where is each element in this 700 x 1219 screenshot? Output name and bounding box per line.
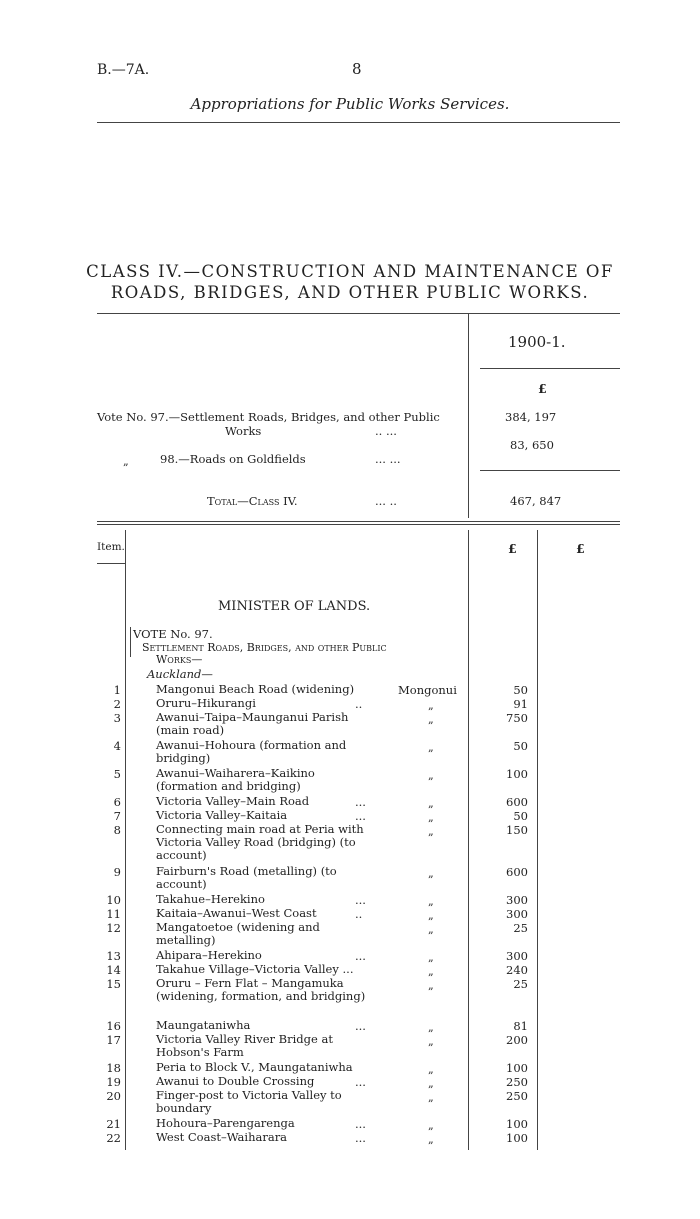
ditto-mark: „: [428, 811, 434, 824]
item-number: 15: [106, 977, 121, 991]
minister-heading: MINISTER OF LANDS.: [218, 599, 371, 614]
item-description: Takahue–Herekino: [156, 892, 265, 906]
leader-dots: ...: [355, 1117, 366, 1131]
summary-year-rule: [480, 368, 620, 369]
district-label: Mongonui: [398, 683, 457, 697]
item-description: Mangonui Beach Road (widening): [156, 682, 355, 696]
total-amount: 467, 847: [510, 494, 562, 508]
item-amount: 250: [506, 1075, 528, 1089]
item-description: Connecting main road at Peria with Victoria Valley Road (bridging) (to account): [156, 822, 364, 862]
summary-bottom-rule: [97, 521, 620, 522]
item-number: 11: [106, 907, 121, 921]
leader-dots: ...: [355, 1019, 366, 1033]
item-number: 22: [106, 1131, 121, 1145]
item-amount: 50: [513, 683, 528, 697]
item-amount: 200: [506, 1033, 528, 1047]
item-amount: 25: [513, 977, 528, 991]
amount-col1-currency: £: [508, 541, 517, 556]
vote-97-label: Vote No. 97.—Settlement Roads, Bridges, and other Public: [97, 410, 440, 424]
summary-year: 1900-1.: [508, 333, 566, 351]
ditto-mark: „: [428, 1077, 434, 1090]
vote-98-dots: ... ...: [375, 452, 401, 466]
item-description: Awanui–Taipa–Maunganui Parish (main road): [156, 710, 349, 737]
leader-dots: ...: [355, 795, 366, 809]
item-amount: 300: [506, 907, 528, 921]
vote-bracket: [130, 627, 131, 657]
ditto-mark: „: [428, 1119, 434, 1132]
item-number: 10: [106, 893, 121, 907]
item-amount: 91: [513, 697, 528, 711]
item-amount: 100: [506, 767, 528, 781]
ditto-mark: „: [428, 1021, 434, 1034]
item-description: Ahipara–Herekino: [156, 948, 262, 962]
item-number: 13: [106, 949, 121, 963]
item-number: 17: [106, 1033, 121, 1047]
class-heading-line1: CLASS IV.—CONSTRUCTION AND MAINTENANCE OF: [86, 262, 614, 281]
ditto-mark: „: [428, 1091, 434, 1104]
total-label: Total—Class IV.: [207, 494, 298, 508]
item-amount: 50: [513, 809, 528, 823]
ditto-mark: „: [428, 741, 434, 754]
item-number: 9: [113, 865, 121, 879]
item-amount: 600: [506, 795, 528, 809]
item-amount: 100: [506, 1061, 528, 1075]
summary-subtotal-rule: [480, 470, 620, 471]
vote-97-label-cont: Works: [225, 424, 262, 438]
item-description: Oruru – Fern Flat – Mangamuka (widening, formation, and bridging): [156, 976, 366, 1003]
summary-currency: £: [538, 381, 547, 396]
item-amount: 150: [506, 823, 528, 837]
vote-heading: VOTE No. 97.: [133, 627, 213, 641]
item-number: 14: [106, 963, 121, 977]
leader-dots: ...: [355, 893, 366, 907]
item-amount: 100: [506, 1131, 528, 1145]
amount-col2-currency: £: [576, 541, 585, 556]
leader-dots: ...: [355, 949, 366, 963]
item-description: Takahue Village–Victoria Valley ...: [156, 962, 354, 976]
item-amount: 50: [513, 739, 528, 753]
item-column-rule: [125, 530, 126, 1150]
class-heading-line2: ROADS, BRIDGES, AND OTHER PUBLIC WORKS.: [110, 283, 590, 302]
item-number: 16: [106, 1019, 121, 1033]
ditto-mark: „: [428, 1035, 434, 1048]
item-amount: 250: [506, 1089, 528, 1103]
vote-98-amount: 83, 650: [510, 438, 554, 452]
item-amount: 750: [506, 711, 528, 725]
leader-dots: ...: [355, 1131, 366, 1145]
item-amount: 600: [506, 865, 528, 879]
ditto-mark: „: [123, 455, 129, 468]
ditto-mark: „: [428, 867, 434, 880]
item-header-rule: [97, 563, 125, 564]
leader-dots: ..: [355, 697, 363, 711]
document-reference: B.—7A.: [97, 62, 150, 78]
item-description: Awanui–Waiharera–Kaikino (formation and bridging): [156, 766, 315, 793]
ditto-mark: „: [428, 825, 434, 838]
item-description: Awanui–Hohoura (formation and bridging): [156, 738, 347, 765]
ditto-mark: „: [428, 699, 434, 712]
summary-bottom-rule-2: [97, 524, 620, 525]
page-title: Appropriations for Public Works Services.: [190, 95, 510, 113]
vote-97-dots: .. ...: [375, 424, 397, 438]
item-number: 1: [113, 683, 121, 697]
item-description: Awanui to Double Crossing: [156, 1074, 315, 1088]
ditto-mark: „: [428, 713, 434, 726]
ditto-mark: „: [428, 951, 434, 964]
header-rule: [97, 122, 620, 123]
ditto-mark: „: [428, 769, 434, 782]
item-amount: 300: [506, 949, 528, 963]
item-number: 12: [106, 921, 121, 935]
item-number: 8: [113, 823, 121, 837]
amount-column-rule: [537, 530, 538, 1150]
item-description: Fairburn's Road (metalling) (to account): [156, 864, 337, 891]
page-number: 8: [352, 60, 362, 78]
summary-top-rule: [97, 313, 620, 314]
ditto-mark: „: [428, 895, 434, 908]
item-description: Kaitaia–Awanui–West Coast: [156, 906, 317, 920]
vote-98-label: 98.—Roads on Goldfields: [160, 452, 306, 466]
vote-title-line1: Settlement Roads, Bridges, and other Public: [142, 641, 387, 654]
item-number: 5: [113, 767, 121, 781]
item-description: Victoria Valley–Main Road: [156, 794, 310, 808]
item-number: 21: [106, 1117, 121, 1131]
ditto-mark: „: [428, 965, 434, 978]
item-description: Hohoura–Parengarenga: [156, 1116, 295, 1130]
item-description: Victoria Valley–Kaitaia: [156, 808, 288, 822]
item-amount: 81: [513, 1019, 528, 1033]
leader-dots: ...: [355, 809, 366, 823]
item-description: Finger-post to Victoria Valley to boundary: [156, 1088, 342, 1115]
vote-97-amount: 384, 197: [505, 410, 557, 424]
item-number: 2: [113, 697, 121, 711]
ditto-mark: „: [428, 979, 434, 992]
total-dots: ... ..: [375, 494, 397, 508]
ditto-mark: „: [428, 909, 434, 922]
summary-vertical-rule: [468, 313, 469, 518]
item-column-header: Item.: [97, 541, 125, 553]
leader-dots: ...: [355, 1075, 366, 1089]
ditto-mark: „: [428, 1063, 434, 1076]
item-description: Victoria Valley River Bridge at Hobson's Farm: [156, 1032, 333, 1059]
item-amount: 100: [506, 1117, 528, 1131]
item-number: 18: [106, 1061, 121, 1075]
item-number: 19: [106, 1075, 121, 1089]
item-amount: 240: [506, 963, 528, 977]
item-description: Maungataniwha: [156, 1018, 251, 1032]
ditto-mark: „: [428, 923, 434, 936]
item-number: 6: [113, 795, 121, 809]
item-amount: 25: [513, 921, 528, 935]
item-description: Mangatoetoe (widening and metalling): [156, 920, 320, 947]
leader-dots: ..: [355, 907, 363, 921]
item-number: 4: [113, 739, 121, 753]
item-description: Peria to Block V., Maungataniwha: [156, 1060, 353, 1074]
vote-title-line2: Works—: [156, 653, 203, 666]
item-number: 3: [113, 711, 121, 725]
item-description: West Coast–Waiharara: [156, 1130, 288, 1144]
ditto-mark: „: [428, 1133, 434, 1146]
ditto-mark: „: [428, 797, 434, 810]
district-column-rule: [468, 530, 469, 1150]
item-description: Oruru–Hikurangi: [156, 696, 256, 710]
item-amount: 300: [506, 893, 528, 907]
item-number: 20: [106, 1089, 121, 1103]
item-number: 7: [113, 809, 121, 823]
region-heading: Auckland—: [147, 667, 213, 681]
